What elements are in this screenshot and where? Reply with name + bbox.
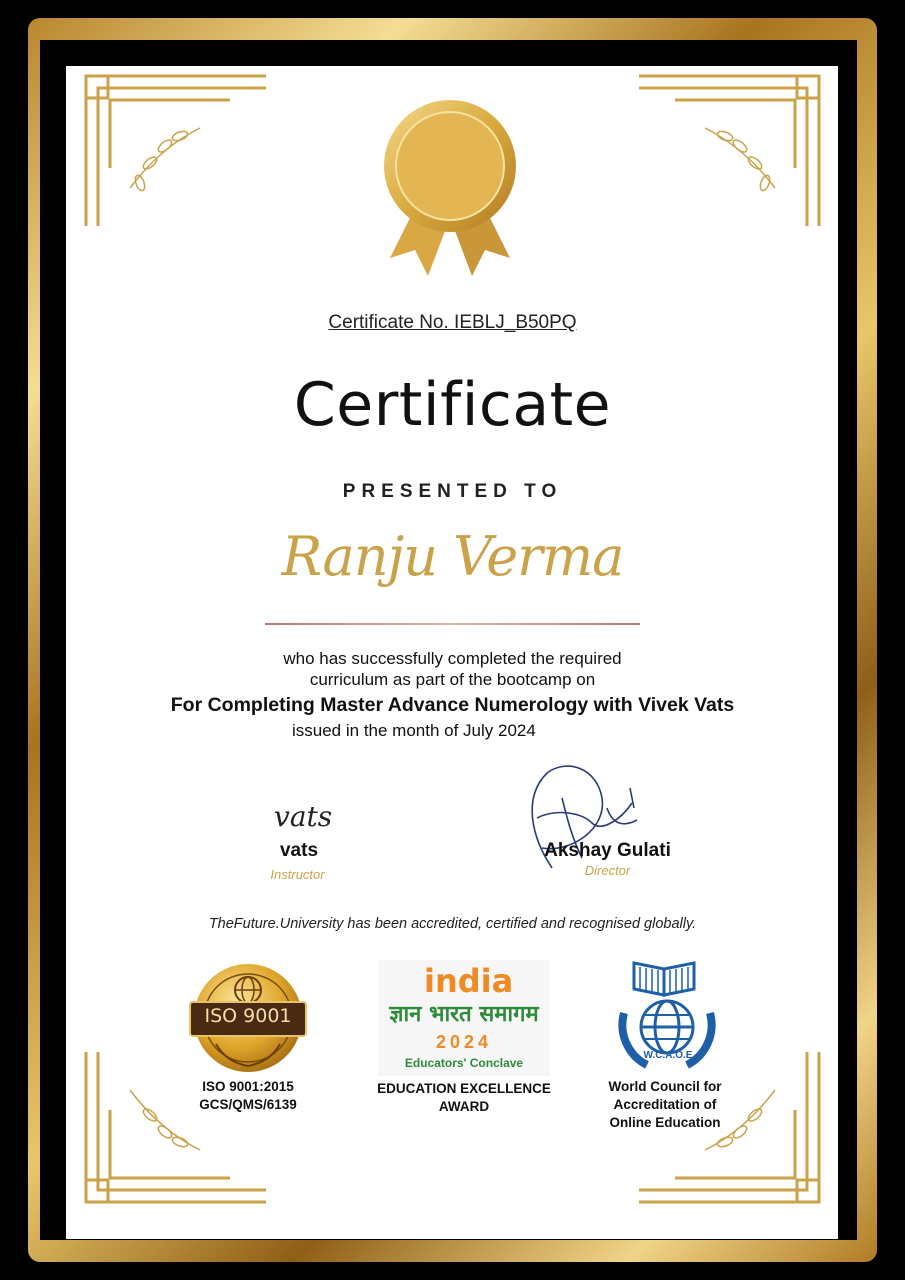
certificate-title: Certificate — [293, 370, 612, 440]
body-text — [0, 648, 905, 690]
director-name: Akshay Gulati — [544, 840, 671, 861]
award-logo-line-2: ज्ञान भारत समागम — [389, 1002, 539, 1027]
award-logo — [378, 960, 550, 1076]
wcaoe-caption-line-3: Online Education — [609, 1115, 721, 1130]
course-name: For Completing Master Advance Numerology with Vivek Vats — [170, 694, 735, 716]
gold-medal-icon — [370, 98, 530, 293]
issued-date: issued in the month of July 2024 — [292, 721, 536, 740]
director-role: Director — [584, 863, 631, 878]
award-logo-sub: Educators' Conclave — [404, 1056, 524, 1070]
iso-caption — [180, 1078, 316, 1114]
corner-ornament-top-left — [80, 68, 280, 248]
wcaoe-caption — [585, 1078, 745, 1132]
award-logo-year: 2024 — [435, 1032, 493, 1052]
body-line-2: curriculum as part of the bootcamp on — [309, 670, 596, 689]
instructor-name: vats — [279, 840, 319, 861]
wcaoe-caption-line-1: World Council for — [608, 1079, 722, 1094]
award-caption-line-2: AWARD — [438, 1099, 490, 1114]
certificate-number: Certificate No. IEBLJ_B50PQ — [328, 312, 577, 333]
award-logo-line-1: india — [424, 962, 514, 1000]
accreditation-statement: TheFuture.University has been accredited, certified and recognised globally. — [208, 916, 697, 932]
corner-ornament-top-right — [625, 68, 825, 248]
wcaoe-logo-text: W.C.A.O.E — [643, 1050, 693, 1061]
name-underline — [265, 623, 640, 625]
wcaoe-caption-line-2: Accreditation of — [613, 1097, 717, 1112]
award-caption — [362, 1080, 566, 1116]
recipient-name: Ranju Verma — [281, 525, 624, 588]
presented-to-label: PRESENTED TO — [342, 481, 563, 502]
body-line-1: who has successfully completed the required — [283, 649, 622, 668]
instructor-signature: vats — [274, 800, 333, 833]
iso-caption-line-2: GCS/QMS/6139 — [199, 1097, 297, 1112]
iso-caption-line-1: ISO 9001:2015 — [202, 1079, 294, 1094]
instructor-role: Instructor — [270, 867, 325, 882]
iso-badge-text: ISO 9001 — [204, 1005, 292, 1027]
award-caption-line-1: EDUCATION EXCELLENCE — [377, 1081, 551, 1096]
